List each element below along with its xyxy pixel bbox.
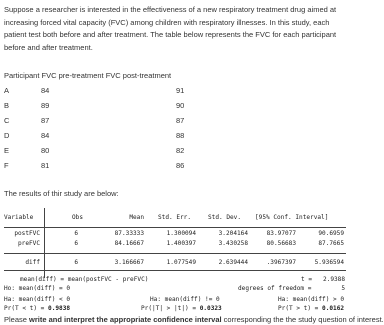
df-label: degrees of freedom = <box>238 285 312 292</box>
p-value: 0.9838 <box>48 305 71 312</box>
table-rule-bottom <box>4 270 346 271</box>
row-ci-low: .3967397 <box>266 259 296 266</box>
row-mean: 87.33333 <box>114 230 144 237</box>
row-ci-low: 83.97077 <box>266 230 296 237</box>
mean-diff-definition: mean(diff) = mean(postFVC - preFVC) <box>20 276 149 283</box>
intro-paragraph: Suppose a researcher is interested in the effectiveness of a new respiratory treatment drug aimed at increasing forced vital capacity (FVC) among children with respiratory illnesses. In this study, each patient test both before and after treatment. The table below represents the FVC for each participant before and after treatment. <box>4 5 337 52</box>
instruction-emphasis: write and interpret the appropriate confidence interval <box>29 315 222 324</box>
row-ci-low: 80.56683 <box>266 240 296 247</box>
row-std-dev: 2.639444 <box>218 259 248 266</box>
alt-two-sided-p <box>141 305 222 312</box>
row-mean: 3.166667 <box>114 259 144 266</box>
fvc-post-value: 87 <box>176 116 185 125</box>
fvc-pre-value: 84 <box>41 86 50 95</box>
row-mean: 84.16667 <box>114 240 144 247</box>
fvc-post-value: 82 <box>176 146 185 155</box>
row-std-dev: 3.204164 <box>218 230 248 237</box>
instruction-suffix: corresponding the the study question of interest. <box>221 315 384 324</box>
fvc-pre-value: 87 <box>41 116 50 125</box>
fvc-post-value: 86 <box>176 161 185 170</box>
row-obs: 6 <box>74 230 78 237</box>
row-variable: postFVC <box>14 230 40 237</box>
fvc-pre-value: 81 <box>41 161 50 170</box>
table-rule-middle <box>4 253 346 254</box>
row-variable: diff <box>25 259 40 266</box>
row-ci-high: 87.7665 <box>318 240 344 247</box>
row-std-dev: 3.430258 <box>218 240 248 247</box>
alt-left-p <box>4 305 70 312</box>
instruction-prefix: Please <box>4 315 30 324</box>
p-value: 0.0162 <box>322 305 345 312</box>
col-header-conf-interval: [95% Conf. Interval] <box>255 214 329 221</box>
fvc-post-value: 91 <box>176 86 185 95</box>
fvc-post-value: 88 <box>176 131 185 140</box>
null-hypothesis: Ho: mean(diff) = 0 <box>4 285 71 292</box>
p-label: Pr(T > t) = <box>278 305 319 312</box>
t-label: t = <box>301 276 313 283</box>
fvc-pre-value: 84 <box>41 131 50 140</box>
row-ci-high: 5.936594 <box>314 259 344 266</box>
df-value: 5 <box>341 285 345 292</box>
row-variable: preFVC <box>17 240 40 247</box>
row-std-err: 1.077549 <box>166 259 196 266</box>
fvc-pre-value: 89 <box>41 101 50 110</box>
alt-right-hypothesis: Ha: mean(diff) > 0 <box>278 296 345 303</box>
participant-id: B <box>4 101 10 110</box>
col-header-mean: Mean <box>129 214 144 221</box>
row-obs: 6 <box>74 259 78 266</box>
fvc-post-value: 90 <box>176 101 185 110</box>
participant-id: E <box>4 146 10 155</box>
fvc-pre-value: 80 <box>41 146 50 155</box>
alt-right-p <box>278 305 344 312</box>
col-header-std-err: Std. Err. <box>158 214 192 221</box>
row-obs: 6 <box>74 240 78 247</box>
col-header-std-dev: Std. Dev. <box>208 214 242 221</box>
row-ci-high: 90.6959 <box>318 230 344 237</box>
table-vertical-rule <box>44 208 45 278</box>
row-std-err: 1.300094 <box>166 230 196 237</box>
row-std-err: 1.400397 <box>166 240 196 247</box>
p-label: Pr(T < t) = <box>4 305 45 312</box>
participant-id: D <box>4 131 10 140</box>
instruction-text <box>4 314 384 325</box>
table-rule-top <box>4 227 346 228</box>
col-header-obs: Obs <box>72 214 84 221</box>
participant-id: F <box>4 161 9 170</box>
alt-two-sided-hypothesis: Ha: mean(diff) != 0 <box>150 296 220 303</box>
col-header-variable: Variable <box>4 214 34 221</box>
p-value: 0.0323 <box>199 305 222 312</box>
t-value: 2.9388 <box>322 276 345 283</box>
participant-id: A <box>4 86 10 95</box>
results-heading: The results of thir study are below: <box>4 189 119 198</box>
data-table-header: Participant FVC pre-treatment FVC post-treatment <box>4 71 172 80</box>
alt-left-hypothesis: Ha: mean(diff) < 0 <box>4 296 71 303</box>
participant-id: C <box>4 116 10 125</box>
p-label: Pr(|T| > |t|) = <box>141 305 197 312</box>
